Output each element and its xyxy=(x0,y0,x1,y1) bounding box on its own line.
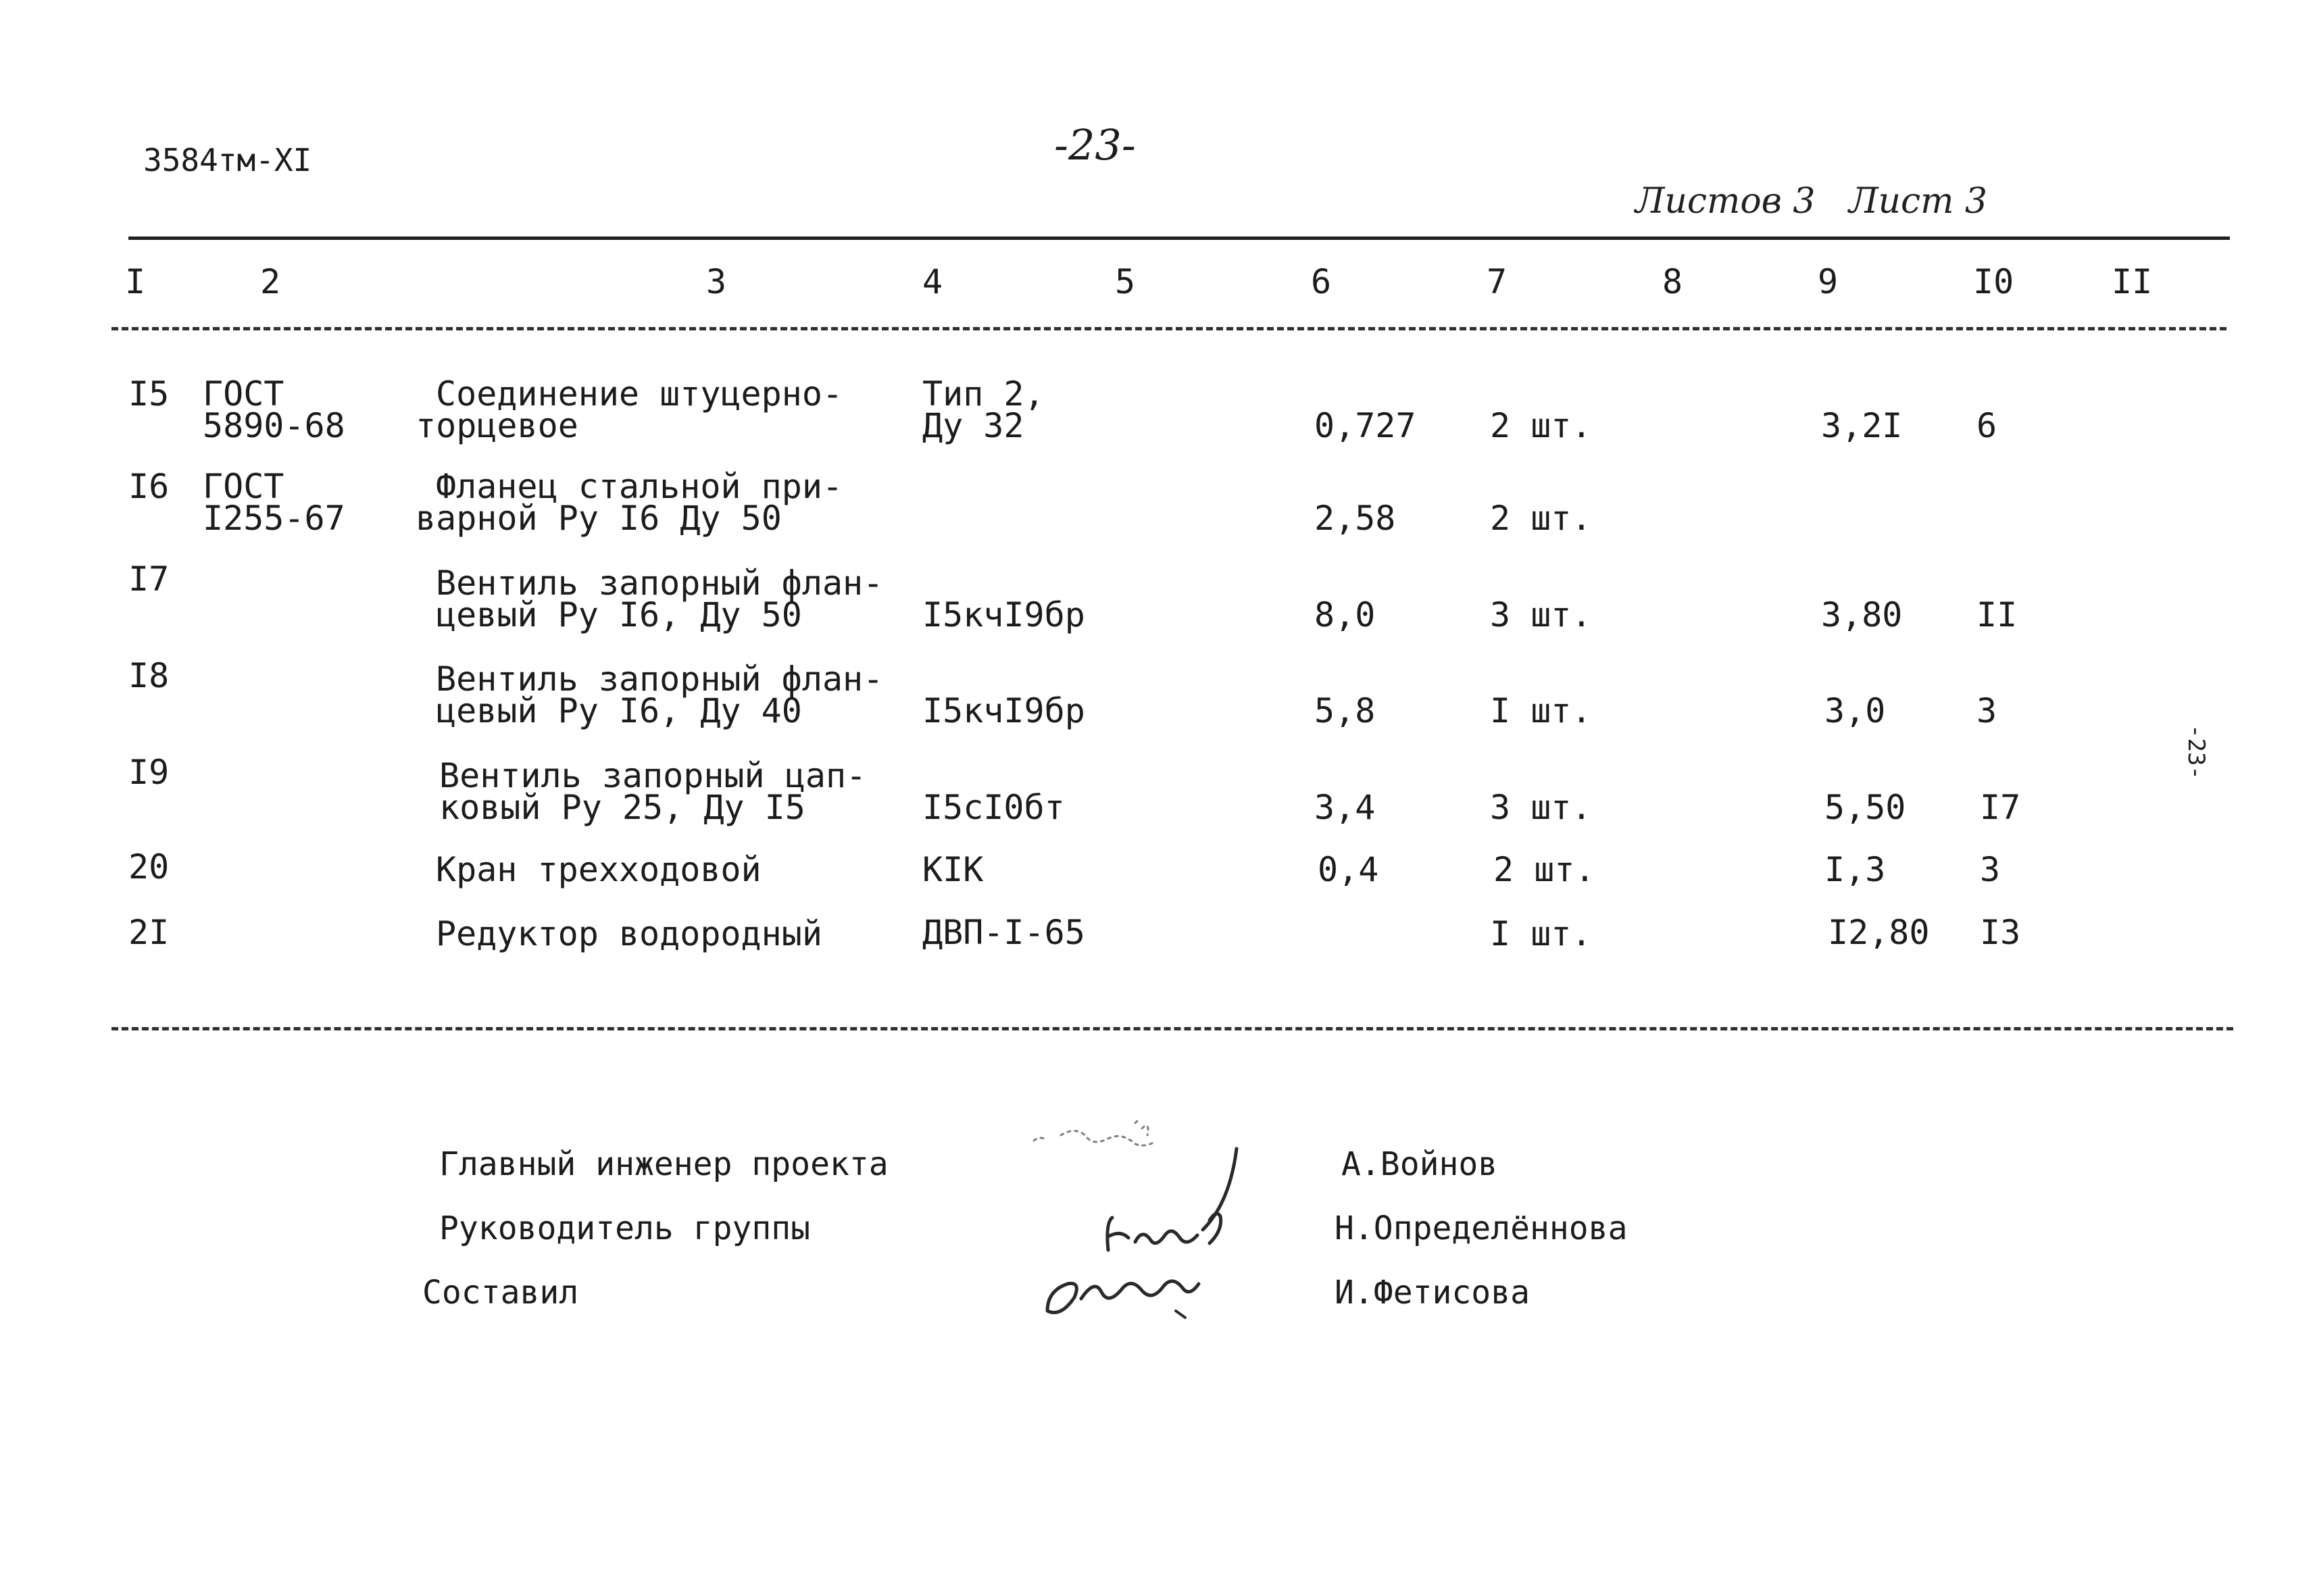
standard-line-2: I255-67 xyxy=(203,499,345,538)
quantity: 2 шт. xyxy=(1490,406,1592,445)
signer-name: И.Фетисова xyxy=(1335,1274,1530,1312)
type-line-1: ДВП-I-65 xyxy=(922,913,1085,952)
quantity: 2 шт. xyxy=(1490,499,1592,538)
col9-value: I,3 xyxy=(1824,850,1886,889)
item-name-line-2: торцевое xyxy=(416,406,578,445)
standard-line-1: ГОСТ xyxy=(203,467,284,506)
item-name-line-1: Вентиль запорный флан- xyxy=(436,659,884,699)
item-name-line-1: Фланец стальной при- xyxy=(436,467,843,506)
col6-value: 0,4 xyxy=(1318,850,1379,889)
signer-name: Н.Определённова xyxy=(1335,1210,1628,1247)
row-number: 2I xyxy=(128,913,170,952)
type-line-2: Ду 32 xyxy=(922,406,1024,445)
top-rule xyxy=(128,236,2230,240)
row-number: I9 xyxy=(128,753,170,792)
type-line-1: I5кчI9бр xyxy=(922,595,1085,634)
col10-value: I3 xyxy=(1980,913,2021,952)
side-page-mark: -23- xyxy=(2183,724,2210,780)
item-name-line-2: цевый Ру I6, Ду 40 xyxy=(436,691,802,730)
quantity: I шт. xyxy=(1490,914,1592,953)
document-code: 3584тм-XI xyxy=(143,142,312,178)
sheets-note: Листов 3 Лист 3 xyxy=(1635,181,1988,222)
quantity: 3 шт. xyxy=(1490,788,1592,827)
col9-value: I2,80 xyxy=(1828,913,1930,952)
col10-value: 3 xyxy=(1980,850,2001,889)
header-rule xyxy=(111,327,2226,330)
quantity: 2 шт. xyxy=(1493,850,1595,889)
col-header-5: 5 xyxy=(1115,262,1136,301)
col-header-4: 4 xyxy=(922,262,943,301)
row-number: I7 xyxy=(128,559,170,599)
item-name-line-1: Вентиль запорный цап- xyxy=(439,756,867,795)
signer-title: Составил xyxy=(422,1274,579,1312)
col9-value: 3,80 xyxy=(1821,595,1903,634)
col-header-2: 2 xyxy=(260,262,281,301)
col9-value: 3,2I xyxy=(1821,406,1903,445)
item-name-line-2: варной Ру I6 Ду 50 xyxy=(416,499,782,538)
item-name-line-1: Вентиль запорный флан- xyxy=(436,564,884,603)
col10-value: 6 xyxy=(1976,406,1997,445)
item-name-line-2: цевый Ру I6, Ду 50 xyxy=(436,595,802,634)
col-header-10: I0 xyxy=(1973,262,2014,301)
item-name-line-2: ковый Ру 25, Ду I5 xyxy=(439,788,805,827)
col-header-7: 7 xyxy=(1487,262,1508,301)
standard-line-2: 5890-68 xyxy=(203,406,345,445)
col-header-9: 9 xyxy=(1818,262,1839,301)
col9-value: 3,0 xyxy=(1824,691,1886,730)
type-line-1: КIК xyxy=(922,850,984,889)
col6-value: 8,0 xyxy=(1314,595,1376,634)
page-number: -23- xyxy=(1054,120,1136,170)
bottom-rule xyxy=(111,1027,2233,1030)
col-header-11: II xyxy=(2112,262,2153,301)
row-number: I6 xyxy=(128,467,170,506)
signer-title: Главный инженер проекта xyxy=(439,1145,889,1183)
item-name-line-1: Редуктор водородный xyxy=(436,914,822,953)
col-header-1: I xyxy=(125,262,146,301)
col6-value: 5,8 xyxy=(1314,691,1376,730)
quantity: 3 шт. xyxy=(1490,595,1592,634)
item-name-line-1: Соединение штуцерно- xyxy=(436,374,843,414)
signer-title: Руководитель группы xyxy=(439,1210,811,1247)
col-header-8: 8 xyxy=(1662,262,1683,301)
row-number: I5 xyxy=(128,374,170,414)
quantity: I шт. xyxy=(1490,691,1592,730)
col-header-3: 3 xyxy=(706,262,727,301)
item-name-line-1: Кран трехходовой xyxy=(436,850,762,889)
col9-value: 5,50 xyxy=(1824,788,1906,827)
col-header-6: 6 xyxy=(1311,262,1332,301)
col10-value: II xyxy=(1976,595,2018,634)
type-line-1: I5сI0бт xyxy=(922,788,1065,827)
signer-name: А.Войнов xyxy=(1341,1145,1498,1183)
handwritten-signatures xyxy=(1007,1108,1318,1338)
standard-line-1: ГОСТ xyxy=(203,374,284,414)
col10-value: 3 xyxy=(1976,691,1997,730)
type-line-1: Тип 2, xyxy=(922,374,1045,414)
col6-value: 2,58 xyxy=(1314,499,1396,538)
row-number: I8 xyxy=(128,656,170,695)
col10-value: I7 xyxy=(1980,788,2021,827)
type-line-1: I5кчI9бр xyxy=(922,691,1085,730)
col6-value: 0,727 xyxy=(1314,406,1416,445)
row-number: 20 xyxy=(128,847,170,887)
col6-value: 3,4 xyxy=(1314,788,1376,827)
